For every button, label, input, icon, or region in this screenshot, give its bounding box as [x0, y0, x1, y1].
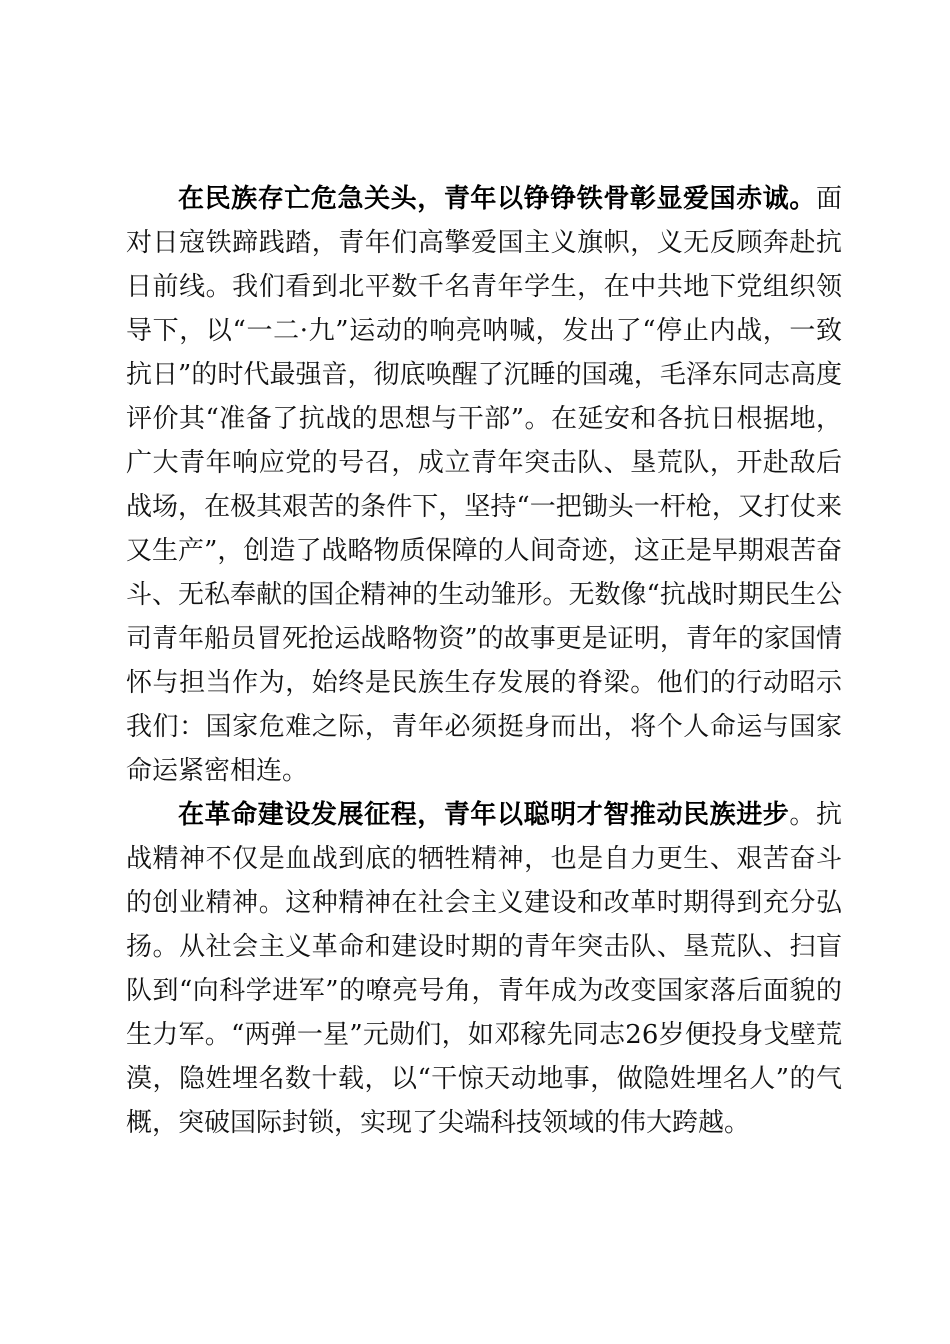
paragraph-lead: 在民族存亡危急关头，青年以铮铮铁骨彰显爱国赤诚。: [178, 184, 816, 214]
paragraph-text: 。抗战精神不仅是血战到底的牺牲精神，也是自力更生、艰苦奋斗的创业精神。这种精神在社会主义建设和改革时期得到充分弘扬。从社会主义革命和建设时期的青年突击队、垦荒队、扫盲队到“向科学进军”的嘹亮号角，青年成为改变国家落后面貌的生力军。“两弹一星”元勋们，如邓稼先同志26岁便投身戈壁荒漠，隐姓埋名数十载，以“干惊天动地事，做隐姓埋名人”的气概，突破国际封锁，实现了尖端科技领域的伟大跨越。: [126, 800, 842, 1138]
paragraph-lead: 在革命建设发展征程，青年以聪明才智推动民族进步: [178, 800, 790, 830]
paragraph-text: 面对日寇铁蹄践踏，青年们高擎爱国主义旗帜，义无反顾奔赴抗日前线。我们看到北平数千名青年学生，在中共地下党组织领导下，以“一二·九”运动的响亮呐喊，发出了“停止内战，一致抗日”的时代最强音，彻底唤醒了沉睡的国魂，毛泽东同志高度评价其“准备了抗战的思想与干部”。在延安和各抗日根据地，广大青年响应党的号召，成立青年突击队、垦荒队，开赴敌后战场，在极其艰苦的条件下，坚持“一把锄头一杆枪，又打仗来又生产”，创造了战略物质保障的人间奇迹，这正是早期艰苦奋斗、无私奉献的国企精神的生动雏形。无数像“抗战时期民生公司青年船员冒死抢运战略物资”的故事更是证明，青年的家国情怀与担当作为，始终是民族生存发展的脊梁。他们的行动昭示我们：国家危难之际，青年必须挺身而出，将个人命运与国家命运紧密相连。: [126, 184, 842, 786]
paragraph-construction: [126, 793, 842, 1145]
paragraph-patriotism: [126, 177, 842, 793]
document-body: [126, 177, 842, 1145]
